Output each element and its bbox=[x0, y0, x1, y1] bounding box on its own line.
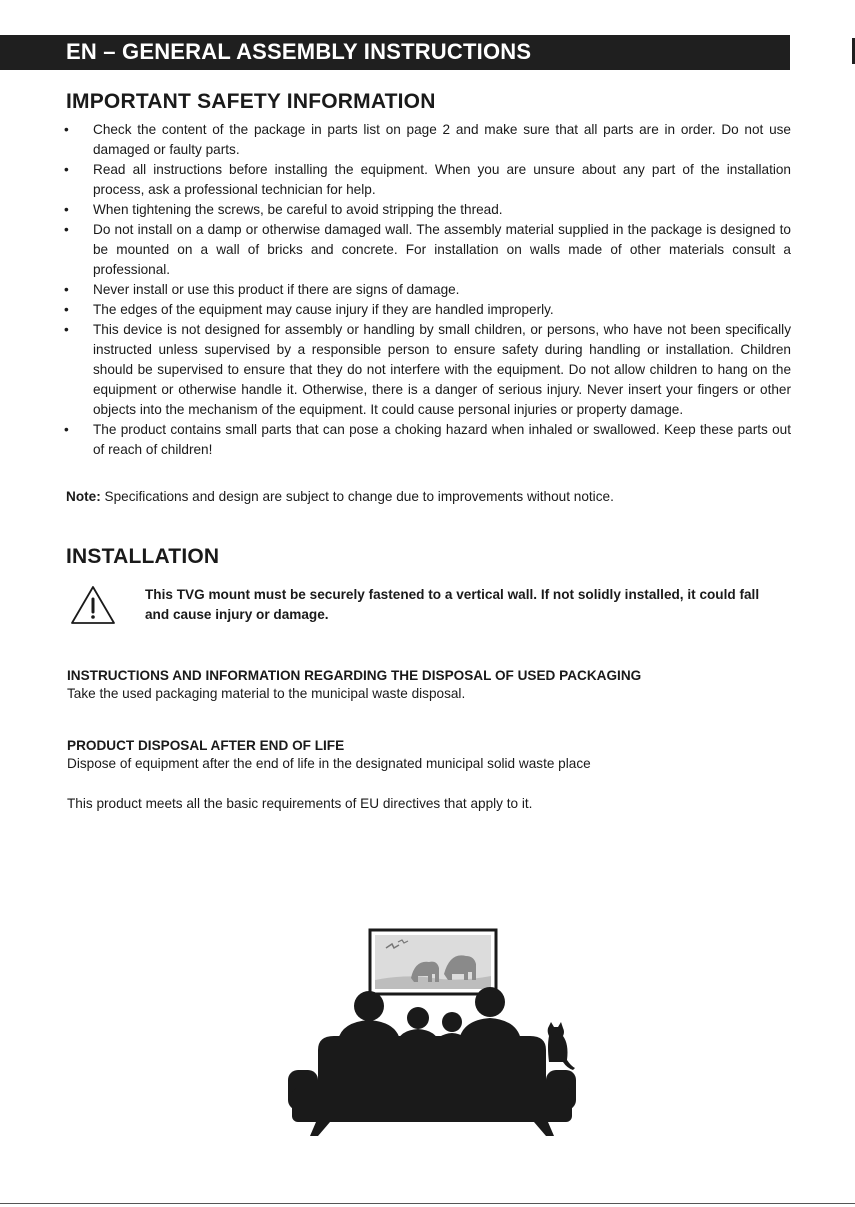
safety-item bbox=[64, 120, 791, 160]
bullet: • bbox=[64, 422, 69, 437]
packaging-disposal-text: Take the used packaging material to the municipal waste disposal. bbox=[67, 686, 466, 701]
safety-item-text: Check the content of the package in parts list on page 2 and make sure that all parts are in order. Do not use damaged or faulty parts. bbox=[93, 122, 791, 157]
safety-item-text: Do not install on a damp or otherwise damaged wall. The assembly material supplied in the package is designed to be mounted on a wall of bricks and concrete. For installation on walls made of other materials consult a professional. bbox=[93, 222, 791, 277]
safety-item bbox=[64, 160, 791, 200]
footer-line bbox=[0, 1203, 855, 1204]
bullet: • bbox=[64, 122, 69, 137]
safety-item-text: Never install or use this product if there are signs of damage. bbox=[93, 282, 460, 297]
installation-warning-text: This TVG mount must be securely fastened to a vertical wall. If not solidly installed, it could fall and cause injury or damage. bbox=[145, 587, 760, 622]
bullet: • bbox=[64, 162, 69, 177]
bullet: • bbox=[64, 322, 69, 337]
note-text: Specifications and design are subject to change due to improvements without notice. bbox=[100, 489, 614, 504]
safety-item bbox=[64, 200, 791, 220]
safety-item bbox=[64, 420, 791, 460]
bullet: • bbox=[64, 222, 69, 237]
family-watching-tv-illustration bbox=[286, 928, 578, 1136]
note-label: Note: bbox=[66, 489, 101, 504]
header-title: EN – GENERAL ASSEMBLY INSTRUCTIONS bbox=[66, 39, 532, 64]
product-disposal-heading: PRODUCT DISPOSAL AFTER END OF LIFE bbox=[67, 738, 345, 753]
safety-heading: IMPORTANT SAFETY INFORMATION bbox=[66, 90, 436, 113]
header-bar bbox=[0, 35, 790, 70]
safety-item bbox=[64, 220, 791, 280]
safety-list bbox=[64, 120, 791, 460]
bullet: • bbox=[64, 202, 69, 217]
safety-item-text: When tightening the screws, be careful to avoid stripping the thread. bbox=[93, 202, 503, 217]
product-disposal-text: Dispose of equipment after the end of life in the designated municipal solid waste place bbox=[67, 756, 591, 771]
note bbox=[66, 487, 614, 507]
warning-triangle-icon bbox=[70, 585, 116, 625]
bullet: • bbox=[64, 302, 69, 317]
packaging-disposal-heading: INSTRUCTIONS AND INFORMATION REGARDING THE DISPOSAL OF USED PACKAGING bbox=[67, 668, 642, 683]
bullet: • bbox=[64, 282, 69, 297]
safety-item bbox=[64, 280, 791, 300]
safety-item bbox=[64, 320, 791, 420]
safety-item-text: This device is not designed for assembly or handling by small children, or persons, who have not been specifically instructed unless supervised by a responsible person to ensure safety during handling or installation. Children should be supervised to ensure that they do not interfere with the equipment. Do not allow children to hang on the equipment or otherwise handle it. Otherwise, there is a danger of serious injury. Never insert your fingers or other objects into the mechanism of the equipment. It could cause personal injuries or property damage. bbox=[93, 322, 791, 417]
installation-heading: INSTALLATION bbox=[66, 545, 220, 568]
safety-item bbox=[64, 300, 791, 320]
safety-item-text: Read all instructions before installing the equipment. When you are unsure about any part of the installation process, ask a professional technician for help. bbox=[93, 162, 791, 197]
safety-item-text: The product contains small parts that can pose a choking hazard when inhaled or swallowed. Keep these parts out of reach of children! bbox=[93, 422, 791, 457]
safety-item-text: The edges of the equipment may cause injury if they are handled improperly. bbox=[93, 302, 554, 317]
eu-compliance-text: This product meets all the basic requirements of EU directives that apply to it. bbox=[67, 796, 533, 811]
